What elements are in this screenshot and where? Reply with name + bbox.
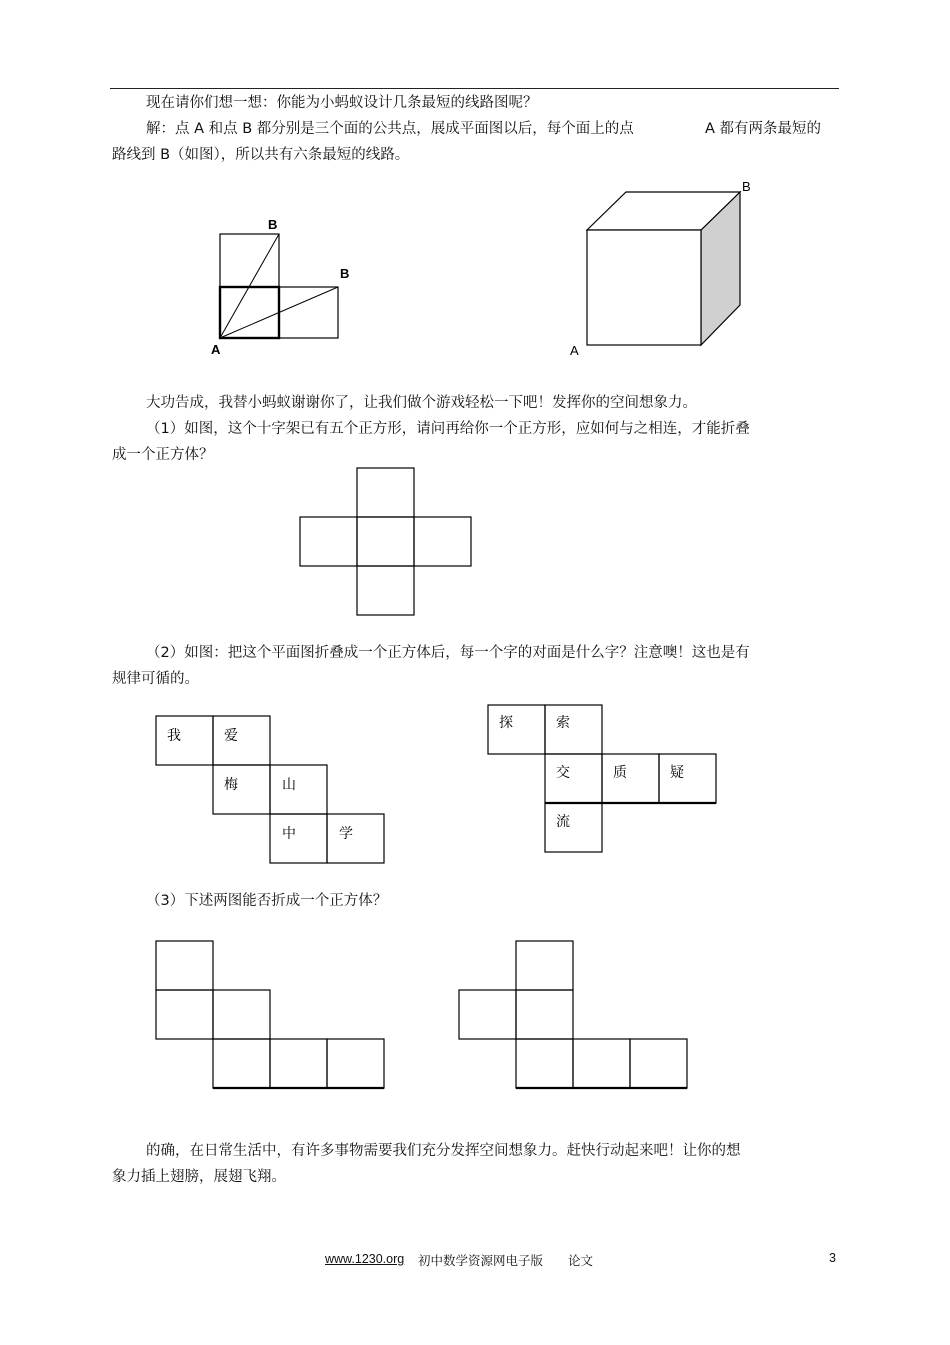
paragraph-game-intro: 大功告成，我替小蚂蚁谢谢你了，让我们做个游戏轻松一下吧！发挥你的空间想象力。: [146, 395, 697, 411]
net-b-cell-6: [630, 1039, 687, 1088]
net-left-cell-6: [327, 814, 384, 863]
paragraph-closing-line2: 象力插上翅膀，展翅飞翔。: [112, 1169, 286, 1185]
cross-net-figure: [295, 462, 480, 622]
net-left-cell-2: [213, 716, 270, 765]
net-right-cell-2: [545, 705, 602, 754]
net-right-char-2: 索: [556, 715, 570, 731]
cross-square-top: [357, 468, 414, 517]
net-right-cell-1: [488, 705, 545, 754]
cross-square-right: [414, 517, 471, 566]
cross-square-left: [300, 517, 357, 566]
cube-label-b: B: [742, 179, 751, 194]
cube-front-face: [587, 230, 701, 345]
cross-square-bottom: [357, 566, 414, 615]
net-a-cell-4: [213, 1039, 270, 1088]
net-shortest-path-figure: [200, 210, 360, 360]
cube-figure: [560, 175, 760, 360]
net-square-top: [220, 234, 279, 287]
net-right-char-1: 探: [499, 715, 513, 731]
net-left-char-1: 我: [167, 728, 181, 744]
label-b-right: B: [340, 266, 350, 281]
fold-net-a: [150, 935, 395, 1095]
net-a-cell-1: [156, 941, 213, 990]
paragraph-q2-line2: 规律可循的。: [112, 671, 199, 687]
label-a: A: [211, 342, 221, 357]
footer-source-text: 初中数学资源网电子版: [418, 1253, 544, 1268]
character-net-right: [482, 700, 727, 860]
net-right-cell-3: [545, 754, 602, 803]
paragraph-solution-line1a: 解：点 A 和点 B 都分别是三个面的公共点，展成平面图以后，每个面上的点: [146, 121, 634, 137]
net-right-char-3: 交: [556, 765, 570, 781]
header-rule: [110, 88, 839, 89]
paragraph-q1-line1: （1）如图，这个十字架已有五个正方形，请问再给你一个正方形，应如何与之相连，才能折叠: [146, 421, 750, 437]
net-a-cell-3: [213, 990, 270, 1039]
net-square-center: [220, 287, 279, 338]
page-number: 3: [829, 1251, 836, 1265]
cube-label-a: A: [570, 343, 579, 358]
net-b-cell-4: [516, 1039, 573, 1088]
paragraph-solution-line2: 路线到 B（如图），所以共有六条最短的线路。: [112, 147, 410, 163]
net-left-cell-1: [156, 716, 213, 765]
paragraph-question: 现在请你们想一想：你能为小蚂蚁设计几条最短的线路图呢？: [146, 95, 538, 111]
net-b-cell-1: [516, 941, 573, 990]
paragraph-q1-line2: 成一个正方体？: [112, 447, 214, 463]
net-right-char-6: 流: [556, 814, 570, 830]
paragraph-closing-line1: 的确，在日常生活中，有许多事物需要我们充分发挥空间想象力。赶快行动起来吧！让你的想: [146, 1143, 741, 1159]
paragraph-solution-line1b: A 都有两条最短的: [705, 121, 822, 137]
net-left-char-4: 山: [282, 777, 296, 793]
net-square-right: [279, 287, 338, 338]
net-right-cell-5: [659, 754, 716, 803]
net-b-cell-2: [459, 990, 516, 1039]
fold-net-b: [452, 935, 697, 1095]
net-b-cell-5: [573, 1039, 630, 1088]
net-right-char-4: 质: [613, 765, 627, 781]
footer-link[interactable]: www.1230.org: [325, 1252, 405, 1266]
net-left-char-5: 中: [282, 826, 296, 842]
net-left-cell-3: [213, 765, 270, 814]
character-net-left: [150, 710, 395, 870]
footer-category-text: 论文: [568, 1253, 594, 1268]
net-left-char-2: 爱: [224, 728, 238, 744]
net-left-cell-4: [270, 765, 327, 814]
net-a-cell-6: [327, 1039, 384, 1088]
net-right-char-5: 疑: [670, 765, 684, 781]
net-left-char-6: 学: [339, 826, 353, 842]
label-b-top: B: [268, 217, 278, 232]
paragraph-q2-line1: （2）如图：把这个平面图折叠成一个正方体后，每一个字的对面是什么字？注意噢！这也是有: [146, 645, 750, 661]
net-left-char-3: 梅: [224, 777, 238, 793]
net-right-cell-6: [545, 803, 602, 852]
net-a-cell-5: [270, 1039, 327, 1088]
paragraph-q3: （3）下述两图能否折成一个正方体？: [146, 893, 388, 909]
cross-square-center: [357, 517, 414, 566]
net-b-cell-3: [516, 990, 573, 1039]
net-a-cell-2: [156, 990, 213, 1039]
net-left-cell-5: [270, 814, 327, 863]
net-right-cell-4: [602, 754, 659, 803]
